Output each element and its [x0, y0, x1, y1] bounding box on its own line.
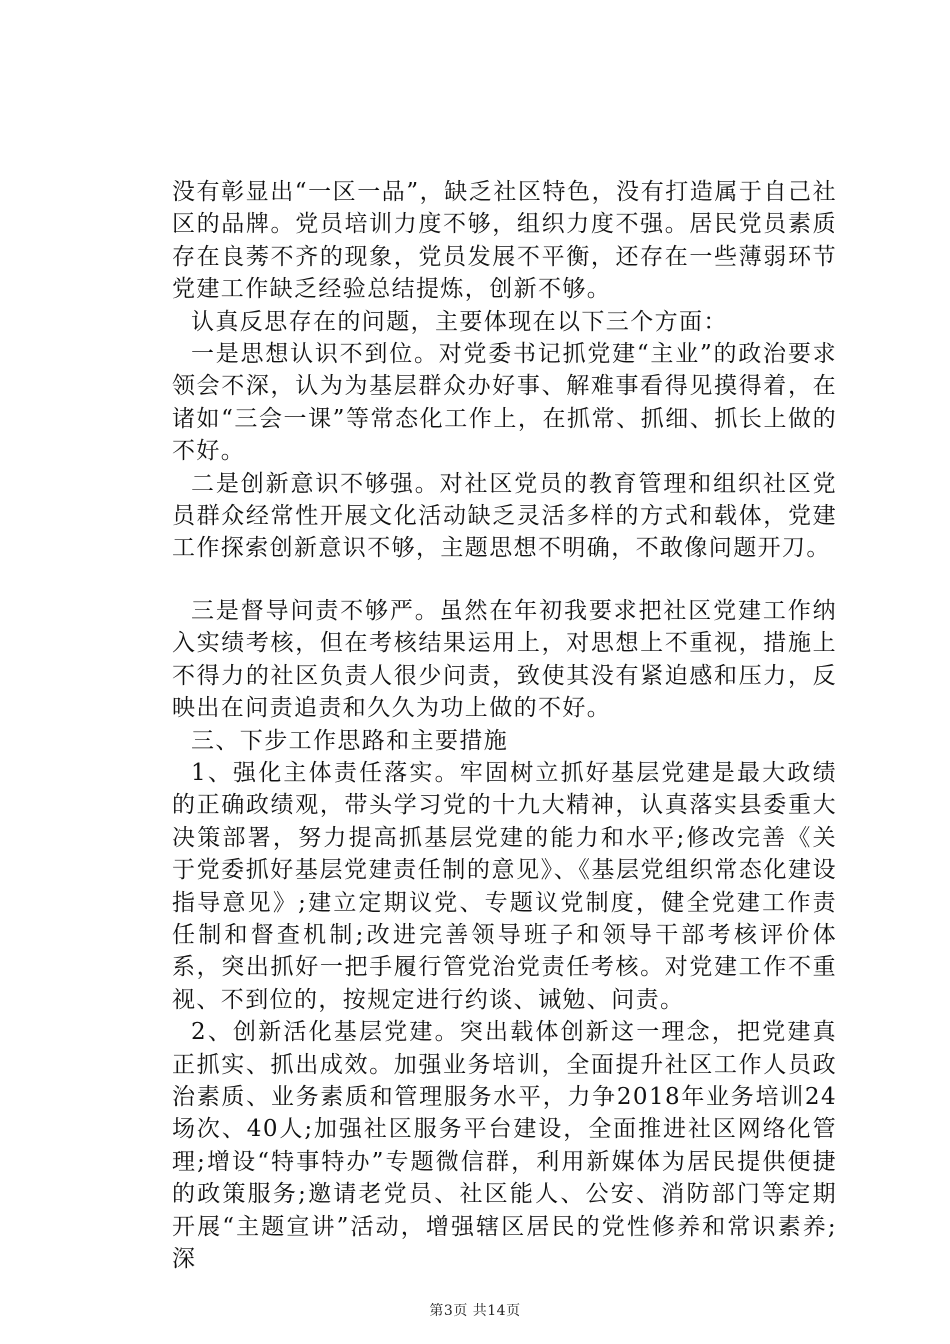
page-footer: 第3页 共14页	[429, 1303, 521, 1319]
paragraph-point-three: 三是督导问责不够严。虽然在年初我要求把社区党建工作纳入实绩考核，但在考核结果运用上，对思想上不重视，措施上不得力的社区负责人很少问责，致使其没有紧迫感和压力，反映出在问责追责和久久为功上做的不好。	[172, 597, 837, 722]
paragraph-point-one: 一是思想认识不到位。对党委书记抓党建“主业”的政治要求领会不深，认为为基层群众办好事、解难事看得见摸得着，在诸如“三会一课”等常态化工作上，在抓常、抓细、抓长上做的不好。	[172, 341, 837, 465]
section-heading-next-steps: 三、下步工作思路和主要措施	[191, 727, 509, 754]
paragraph-gap	[172, 565, 837, 595]
paragraph-measure-one: 1、强化主体责任落实。牢固树立抓好基层党建是最大政绩的正确政绩观，带头学习党的十九大精神，认真落实县委重大决策部署，努力提高抓基层党建的能力和水平;修改完善《关于党委抓好基层党建责任制的意见》、《基层党组织常态化建设指导意见》;建立定期议党、专题议党制度，健全党建工作责任制和督查机制;改进完善领导班子和领导干部考核评价体系，突出抓好一把手履行管党治党责任考核。对党建工作不重视、不到位的，按规定进行约谈、诫勉、问责。	[172, 759, 837, 1013]
paragraph-measure-two: 2、创新活化基层党建。突出载体创新这一理念，把党建真正抓实、抓出成效。加强业务培训，全面提升社区工作人员政治素质、业务素质和管理服务水平，力争2018年业务培训24场次、40人;加强社区服务平台建设，全面推进社区网络化管理;增设“特事特办”专题微信群，利用新媒体为居民提供便捷的政策服务;邀请老党员、社区能人、公安、消防部门等定期开展“主题宣讲”活动，增强辖区居民的党性修养和常识素养;深	[172, 1019, 837, 1272]
paragraph-continued: 没有彰显出“一区一品”，缺乏社区特色，没有打造属于自己社区的品牌。党员培训力度不够，组织力度不强。居民党员素质存在良莠不齐的现象，党员发展不平衡，还存在一些薄弱环节党建工作缺乏经验总结提炼，创新不够。	[172, 179, 837, 303]
paragraph-problem-intro: 认真反思存在的问题，主要体现在以下三个方面：	[191, 308, 728, 335]
paragraph-point-two: 二是创新意识不够强。对社区党员的教育管理和组织社区党员群众经常性开展文化活动缺乏灵活多样的方式和载体，党建工作探索创新意识不够，主题思想不明确，不敢像问题开刀。	[172, 470, 837, 562]
document-body	[172, 176, 837, 1275]
